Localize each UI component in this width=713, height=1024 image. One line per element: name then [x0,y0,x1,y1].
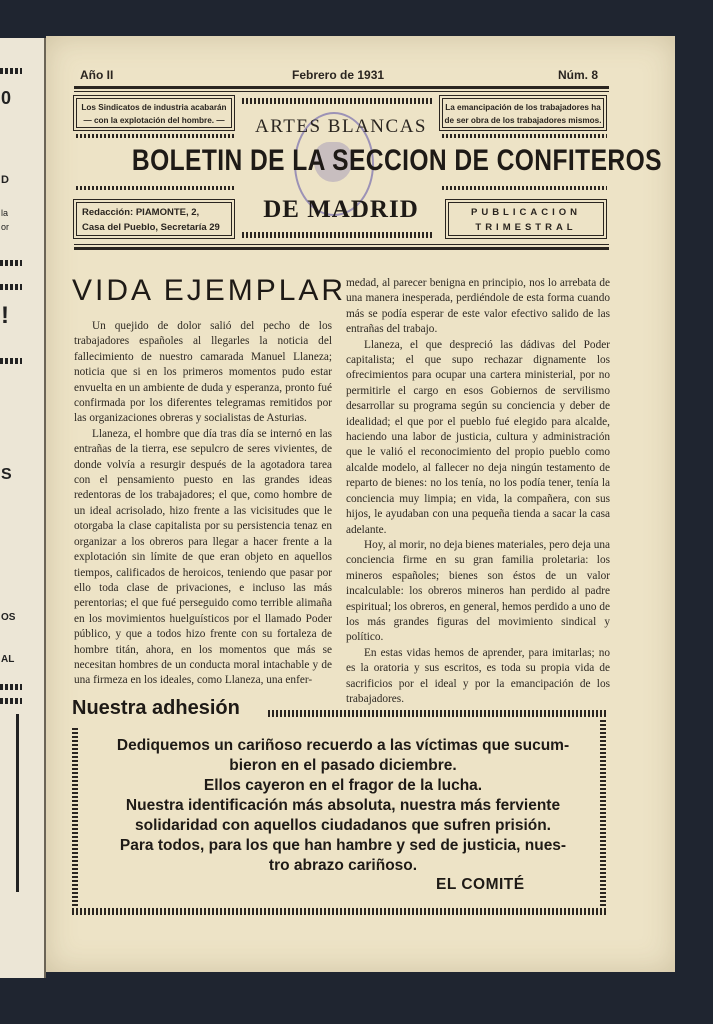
left-page-char: AL [1,654,15,665]
adhesion-line: tro abrazo cariñoso. [268,857,418,874]
article-title: VIDA EJEMPLAR [72,274,347,307]
article-paragraph: Llaneza, el hombre que día tras día se internó en las entrañas de la tierra, ese sepulcro de seres vivientes, de donde volvía a resurgir después de la agotadora tarea con el pensamiento puesto en las grandes ideas redentoras de los trabajadores; el que, como hombre de un ideal acrisolado, hizo frente a las vicisitudes que le otorgaba la clase capitalista por su persistencia tenaz en organizar a los obreros para llegar a hacer frente a la explotación sin límite de que eran objeto en aquellos tiempos, calificados de heroicos, teniendo que pasar por ello toda clase de privaciones, e incluso las más perentorias; el que fué perseguido como terrible alimaña en los movimientos huelguísticos por el llamado Poder público, y que a todos hizo frente con su fortaleza de hombre titán, ahora, en los momentos que más se necesitan hombres de un conducta moral intachable y de una firmeza en los ideales, como Llaneza, una enfer- [74,427,332,687]
article-paragraph: Un quejido de dolor salió del pecho de los trabajadores españoles al llegarles la noticia del fallecimiento de nuestro camarada Manuel Llaneza; noticia que si en los primeros momentos pudo estar envuelta en un ambiente de duda y esperanza, pronto fué confirmada por los diferentes telegramas remitidos por las organizaciones obreras y socialistas de Asturias. [74,320,332,425]
left-page-ornament [0,284,22,290]
adhesion-ornament-bottom [72,908,608,915]
header-rule-top-thin [74,91,609,92]
article-paragraph: Hoy, al morir, no deja bienes materiales, pero deja una conciencia firme en su gran familia proletaria: los mineros españoles; bienes son éstos de un valor incalculable: los obreros mineros han perdido al padre espiritual; los obreros, en general, hemos perdido a uno de los más grandes figuras del movimiento sindical y político. [346,538,610,644]
left-page-ornament [0,358,22,364]
issue-year: Año II [80,68,114,82]
address-line-1: Redacción: PIAMONTE, 2, [82,207,200,218]
adhesion-line: Para todos, para los que han hambre y sed de justicia, nues- [119,837,567,854]
adhesion-line: bieron en el pasado diciembre. [229,757,457,774]
masthead-title: BOLETIN DE LA SECCION DE CONFITEROS [131,144,662,177]
address-line-2: Casa del Pueblo, Secretaría 29 [82,222,220,233]
left-page-ornament [0,684,22,690]
motto-box-right [442,98,604,128]
left-page-char: or [1,222,10,232]
header-ornament-band [76,134,236,138]
masthead-subtitle: ARTES BLANCAS [255,116,427,137]
adhesion-signature: EL COMITÉ [436,876,525,893]
adhesion-text [74,736,612,876]
adhesion-line: solidaridad con aquellos ciudadanos que sufren prisión. [135,817,551,834]
header-ornament-band [442,134,607,138]
adhesion-ornament-top [268,710,606,717]
adhesion-line: Ellos cayeron en el fragor de la lucha. [203,777,483,794]
left-page-ornament [0,260,22,266]
adhesion-line: Dediquemos un cariñoso recuerdo a las víctimas que sucum- [116,737,570,754]
header-ornament-band [242,232,434,238]
left-page-ornament [0,68,22,74]
frequency-line-1: PUBLICACION [471,207,581,218]
adjacent-page-edge [0,38,46,978]
left-page-char: S [1,466,12,483]
address-box [76,202,232,236]
frequency-line-2: TRIMESTRAL [475,222,577,233]
header-rule-bottom [74,247,609,250]
issue-number: Núm. 8 [558,68,599,82]
adhesion-title: Nuestra adhesión [72,697,240,719]
newspaper-page [46,36,675,972]
left-page-char: ! [1,302,9,329]
left-page-char: OS [1,612,16,623]
frequency-box [448,202,604,236]
header-ornament-band [442,186,607,190]
article-paragraph: medad, al parecer benigna en principio, nos lo arrebata de una manera inesperada, perdiéndole de esta forma cuando más se podía esperar de este valor efectivo salido de las entrañas del trabajo. [346,277,610,336]
left-page-ornament [0,698,22,704]
left-page-rule [16,714,27,892]
left-page-char: 0 [1,88,12,108]
motto-right-text: La emancipación de los trabajadores ha de ser obra de los trabajadores mismos. [444,103,602,125]
left-page-char: D [1,174,9,186]
article-column-1 [74,319,332,689]
motto-box-left [76,98,232,128]
adhesion-line: Nuestra identificación más absoluta, nuestra más ferviente [125,797,561,814]
left-page-char: la [1,208,9,218]
article-column-2 [346,276,610,707]
header-ornament-band [242,98,434,104]
header-ornament-band [76,186,236,190]
article-paragraph: En estas vidas hemos de aprender, para imitarlas; no es la oratoria y sus escritos, es toda su propia vida de sacrificios por el ideal y por la emancipación de los trabajadores. [346,646,610,705]
masthead-city: DE MADRID [263,196,419,223]
motto-left-text: Los Sindicatos de industria acabarán — con la explotación del hombre. — [81,103,227,125]
header-rule-top [74,86,609,89]
header-rule-bottom-thin [74,244,609,245]
issue-date: Febrero de 1931 [292,68,385,82]
article-paragraph: Llaneza, el que despreció las dádivas del Poder capitalista; el que supo rechazar dignamente los ofrecimientos para ocupar una cartera ministerial, por no permitirle el cargo en esos Gobiernos de servilismo desarrollar su programa según su conciencia y deber de idealidad; el que por el pueblo fué elegido para alcalde, haciendo una labor de justicia, cultura y administración que le valió el reconocimiento del propio pueblo como alcalde modelo, al fallecer no deja ningún testamento de reparto de bienes: no los tenía, no los podía tener, tenía la conciencia muy limpia; en vida, la compañera, con sus hijos, le ayudaban con una pequeña tienda a sacar la casa adelante. [346,338,610,536]
